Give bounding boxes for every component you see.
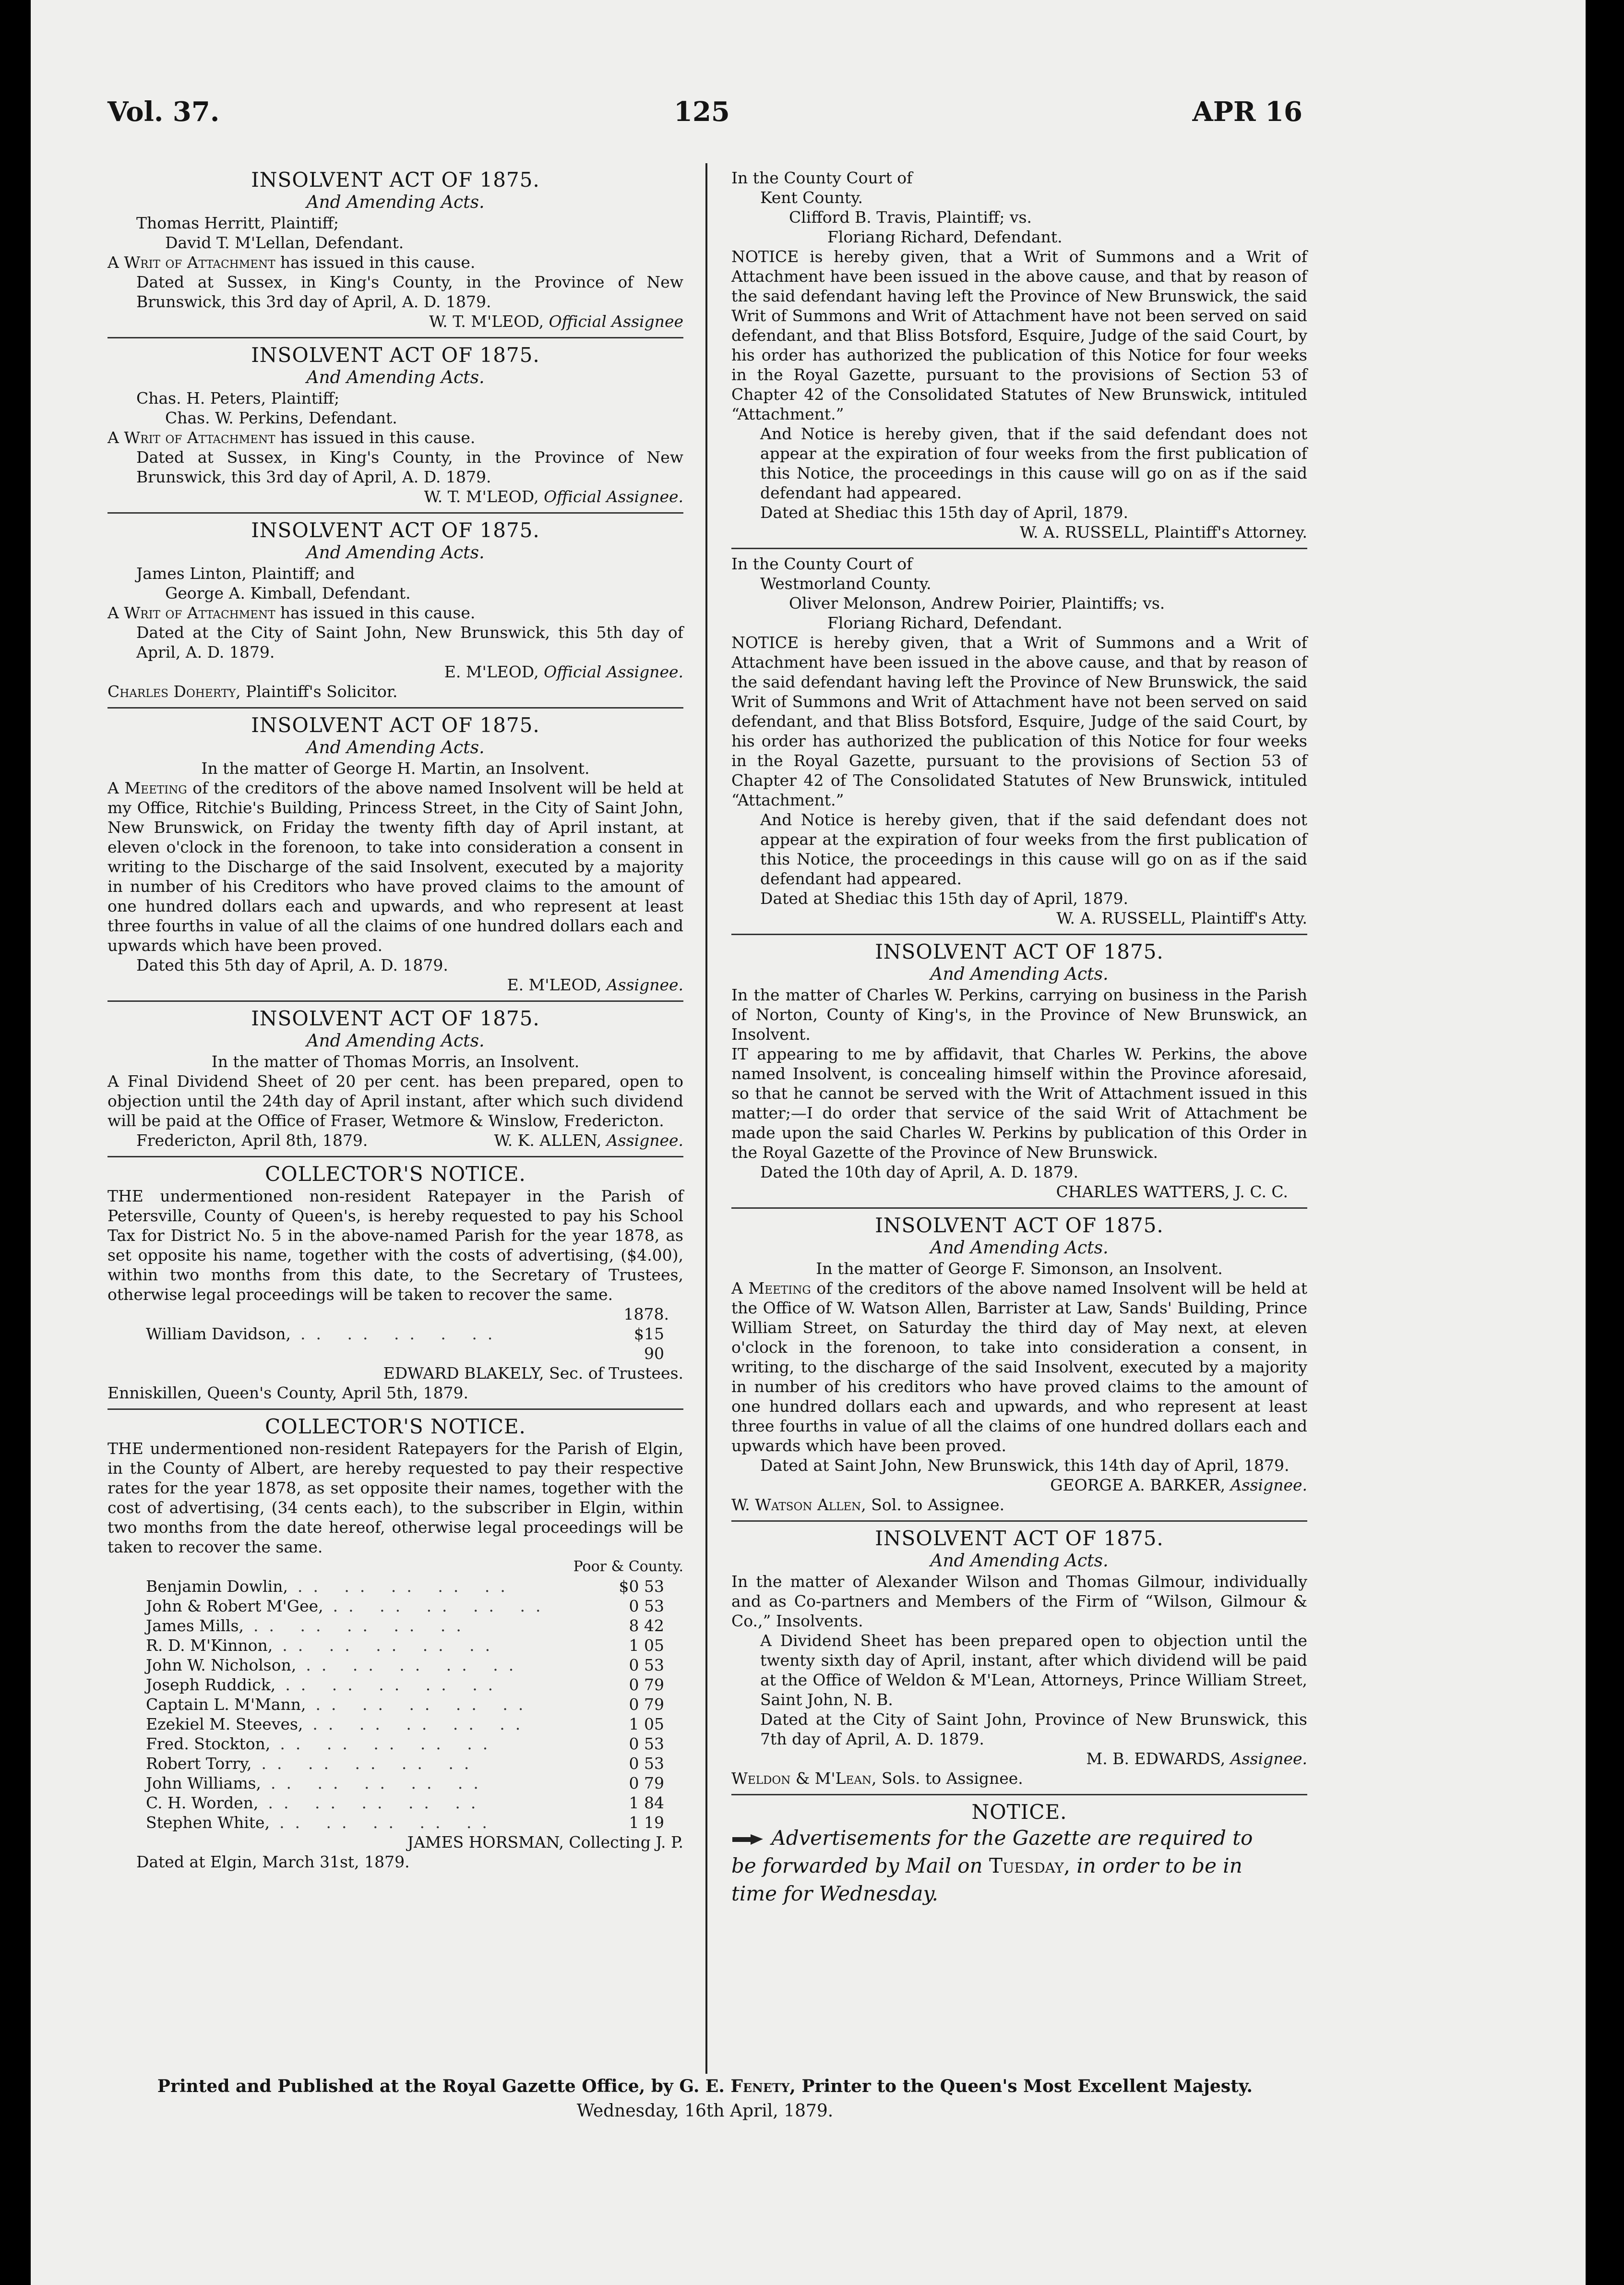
notice-body: A Final Dividend Sheet of 20 per cent. has been prepared, open to objection until the 24th day of April instant, after which such dividend will be paid at the Office of Fraser, Wetmore & Winslow, Fredericton. (107, 1072, 683, 1130)
amount: 0 53 (629, 1597, 664, 1615)
page-header (107, 86, 1302, 144)
notice-body: NOTICE is hereby given, that a Writ of Summons and a Writ of Attachment have been issued in the above cause, and that by reason of the said defendant having left the Province of New Brunswick, the said Writ of Summons and Writ of Attachment have not been served on said defendant, and that Bliss Botsford, Esquire, Judge of the said Court, by his order has authorized the publication of this Notice for four weeks in the Royal Gazette, pursuant to the provisions of Section 53 of Chapter 42 of the Consolidated Statutes of New Brunswick, intituled “Attachment.” (731, 247, 1307, 423)
notice-title: INSOLVENT ACT OF 1875. (875, 940, 1164, 963)
notice-herritt (107, 163, 683, 338)
notice-text-1: Advertisements for the Gazette are required to (771, 1826, 1253, 1850)
notice-body (731, 1278, 1307, 1455)
notice-body: NOTICE is hereby given, that a Writ of Summons and a Writ of Attachment have been issued in the above cause, and that by reason of the said defendant having left the Province of New Brunswick, the said Writ of Summons and Writ of Attachment have not been served on said defendant, and that Bliss Botsford, Esquire, Judge of the said Court, by his order has authorized the publication of this Notice for four weeks in the Royal Gazette, pursuant to the provisions of Section 53 of Chapter 42 of The Consolidated Statutes of New Brunswick, intituled “Attachment.” (731, 633, 1307, 809)
amount: 1 05 (629, 1636, 664, 1655)
sig-role: Assignee. (1230, 1476, 1307, 1494)
leader-dots: .. .. .. .. .. (333, 1597, 551, 1615)
solicitor-role: Plaintiff's Solicitor. (240, 682, 398, 701)
left-column (107, 163, 683, 1877)
body-text: of the creditors of the above named Insolvent will be held at my Office, Ritchie's Building, Princess Street, in the City of Saint John, New Brunswick, on Friday the twenty fifth day of April instant, at eleven o'clock in the forenoon, to take into consideration a consent in writing to the Discharge of the said Insolvent, executed by a majority in number of his Creditors who have proved claims to the amount of one hundred dollars each and upwards, and who represent at least three fourths in value of all the claims of one hundred dollars each and upwards which have been proved. (107, 779, 683, 955)
solicitor-name: Charles Doherty, (107, 682, 241, 701)
sig-name: W. K. ALLEN, (494, 1131, 602, 1150)
ratepayer-row (146, 1636, 664, 1655)
issue-date: APR 16 (1192, 96, 1302, 128)
notice-body: IT appearing to me by affidavit, that Charles W. Perkins, the above named Insolvent, is concealing himself within the Province aforesaid, so that he cannot be served with the Writ of Attachment issued in this matter;—I do order that service of the said Writ of Attachment be made upon the said Charles W. Perkins by publication of this Order in the Royal Gazette of the Province of New Brunswick. (731, 1045, 1307, 1162)
writ-sc: Writ of Attachment (124, 253, 275, 272)
solicitor-line (731, 1495, 1307, 1515)
ratepayer-row (146, 1793, 664, 1813)
ratepayer-row (146, 1695, 664, 1714)
writ-sc: Writ of Attachment (124, 428, 275, 447)
matter-line: In the matter of George H. Martin, an Insolvent. (201, 759, 590, 778)
dated-line: Dated at Sussex, in King's County, in the Province of New Brunswick, this 3rd day of April, A. D. 1879. (136, 273, 683, 311)
page-content (107, 86, 1307, 2121)
court-line-2: Westmorland County. (760, 574, 931, 593)
notice-body (107, 778, 683, 955)
court-line-1: In the County Court of (731, 168, 913, 187)
ratepayer-row (146, 1675, 664, 1695)
notice-line-2 (731, 1852, 1307, 1880)
notice-subtitle: And Amending Acts. (930, 1238, 1109, 1258)
amount: 1 19 (629, 1813, 664, 1832)
dated-line: Enniskillen, Queen's County, April 5th, 1879. (107, 1383, 469, 1402)
ratepayer-row (146, 1714, 664, 1734)
notice-peters (107, 338, 683, 514)
signature (731, 1475, 1307, 1495)
dated-signature-row (107, 1130, 683, 1150)
leader-dots: .. .. .. .. .. (268, 1793, 487, 1812)
dated-line: Dated at Elgin, March 31st, 1879. (136, 1852, 410, 1871)
sig-name: E. M'LEOD, (507, 975, 602, 994)
sig-role: Official Assignee (549, 312, 683, 331)
collector-notice-petersville (107, 1157, 683, 1410)
leader-dots: .. .. .. .. .. (315, 1695, 534, 1714)
writ-line (107, 603, 683, 623)
parties-line-2: Floriang Richard, Defendant. (827, 613, 1063, 632)
notice-title: INSOLVENT ACT OF 1875. (251, 343, 540, 367)
ratepayer-name: Captain L. M'Mann, (146, 1695, 306, 1714)
solicitor-line (731, 1768, 1307, 1788)
publication-date: Wednesday, 16th April, 1879. (576, 2101, 834, 2121)
ratepayer-name: John & Robert M'Gee, (146, 1597, 323, 1615)
ratepayer-name: Benjamin Dowlin, (146, 1577, 288, 1596)
dated-line: Dated at Saint John, New Brunswick, this 14th day of April, 1879. (760, 1456, 1290, 1475)
signature: W. A. RUSSELL, Plaintiff's Atty. (1056, 909, 1307, 927)
notice-title: COLLECTOR'S NOTICE. (265, 1162, 526, 1186)
amount: 0 53 (629, 1754, 664, 1773)
dated-line: Fredericton, April 8th, 1879. (136, 1131, 368, 1150)
court-line-1: In the County Court of (731, 554, 913, 573)
matter-line: In the matter of George F. Simonson, an Insolvent. (816, 1259, 1223, 1278)
signature (494, 1130, 683, 1150)
signature (731, 1749, 1307, 1768)
dated-line: Dated this 5th day of April, A. D. 1879. (136, 956, 448, 974)
sig-name: E. M'LEOD, (444, 662, 539, 681)
notice-title: COLLECTOR'S NOTICE. (265, 1415, 526, 1438)
ratepayer-row (146, 1324, 664, 1363)
ratepayer-row (146, 1813, 664, 1832)
ratepayer-name: John Williams, (146, 1774, 262, 1792)
amount: $15 90 (634, 1324, 664, 1363)
writ-a: A (107, 603, 124, 622)
gazette-notice (731, 1795, 1307, 1913)
notice-title: INSOLVENT ACT OF 1875. (251, 1007, 540, 1030)
writ-a: A (107, 428, 124, 447)
ratepayer-table (107, 1576, 683, 1832)
court-notice-westmorland (731, 549, 1307, 935)
body-lead: A Meeting (107, 779, 187, 797)
notice-subtitle: And Amending Acts. (306, 1031, 485, 1051)
notice-line-1 (731, 1824, 1307, 1852)
leader-dots: .. .. .. .. .. (261, 1754, 480, 1773)
matter-line: In the matter of Alexander Wilson and Thomas Gilmour, individually and as Co-partners and Members of the Firm of “Wilson, Gilmour & Co.,” Insolvents. (731, 1572, 1307, 1630)
notice-subtitle: And Amending Acts. (930, 1551, 1109, 1571)
body-lead: A Meeting (731, 1279, 811, 1298)
writ-b: has issued in this cause. (275, 253, 476, 272)
signature (107, 487, 683, 506)
sig-name: GEORGE A. BARKER, (1050, 1476, 1226, 1494)
notice-martin (107, 709, 683, 1002)
solicitor-role: Sol. to Assignee. (866, 1495, 1005, 1514)
amount: 0 53 (629, 1734, 664, 1753)
amount: 1 05 (629, 1715, 664, 1733)
printer-line (107, 2074, 1302, 2099)
ratepayer-name: Robert Torry, (146, 1754, 252, 1773)
signature: JAMES HORSMAN, Collecting J. P. (407, 1833, 683, 1852)
notice-line-3: time for Wednesday. (731, 1882, 938, 1905)
ratepayer-name: John W. Nicholson, (146, 1656, 297, 1674)
notice-text-2a: be forwarded by Mail on (731, 1854, 989, 1877)
amount: 0 79 (629, 1675, 664, 1694)
amount: 0 79 (629, 1695, 664, 1714)
notice-body: A Dividend Sheet has been prepared open to objection until the twenty sixth day of April, instant, after which dividend will be paid at the Office of Weldon & M'Lean, Attorneys, Prince William Street, Saint John, N. B. (760, 1631, 1307, 1709)
plaintiff: Chas. H. Peters, Plaintiff; (136, 389, 340, 408)
court-notice-kent (731, 163, 1307, 549)
notice-subtitle: And Amending Acts. (306, 738, 485, 758)
writ-b: has issued in this cause. (275, 428, 476, 447)
signature (107, 975, 683, 995)
ratepayer-row (146, 1754, 664, 1773)
leader-dots: .. .. .. .. .. (312, 1715, 531, 1733)
signature: W. A. RUSSELL, Plaintiff's Attorney. (1019, 523, 1307, 541)
right-column (731, 163, 1307, 1913)
sig-role: Assignee. (606, 1131, 683, 1150)
sig-role: Assignee. (606, 975, 683, 994)
column-heading: Poor & County. (573, 1558, 683, 1575)
notice-subtitle: And Amending Acts. (306, 368, 485, 387)
parties-line-1: Clifford B. Travis, Plaintiff; vs. (789, 208, 1032, 227)
notice-subtitle: And Amending Acts. (930, 964, 1109, 984)
columns (107, 163, 1307, 2074)
leader-dots: .. .. .. . .. (300, 1324, 503, 1343)
leader-dots: .. .. .. .. .. (280, 1734, 499, 1753)
year-heading: 1878. (623, 1305, 669, 1323)
ratepayer-row (146, 1596, 664, 1616)
amount: 8 42 (629, 1616, 664, 1635)
defendant: Chas. W. Perkins, Defendant. (165, 409, 397, 427)
signature (107, 662, 683, 682)
pointing-hand-icon (731, 1832, 765, 1847)
defendant: George A. Kimball, Defendant. (165, 584, 411, 602)
column-divider (705, 163, 707, 2074)
ratepayer-name: James Mills, (146, 1616, 244, 1635)
signature: CHARLES WATTERS, J. C. C. (1056, 1182, 1288, 1201)
parties-line-2: Floriang Richard, Defendant. (827, 228, 1063, 246)
solicitor-name: W. Watson Allen, (731, 1495, 866, 1514)
ratepayer-name: Stephen White, (146, 1813, 270, 1832)
amount: 0 79 (629, 1774, 664, 1792)
plaintiff: James Linton, Plaintiff; and (136, 564, 355, 583)
leader-dots: .. .. .. .. .. (253, 1616, 472, 1635)
ratepayer-row (146, 1655, 664, 1675)
ratepayer-row (146, 1616, 664, 1636)
writ-a: A (107, 253, 124, 272)
matter-line: In the matter of Charles W. Perkins, carrying on business in the Parish of Norton, County of King's, in the Province of New Brunswick, an Insolvent. (731, 986, 1307, 1044)
notice-subtitle: And Amending Acts. (306, 192, 485, 212)
ratepayer-name: Fred. Stockton, (146, 1734, 271, 1753)
amount: 1 84 (629, 1793, 664, 1812)
sig-role: Official Assignee. (544, 487, 683, 506)
solicitor-line (107, 682, 683, 701)
body-text: of the creditors of the above named Insolvent will be held at the Office of W. Watson Allen, Barrister at Law, Sands' Building, Prince William Street, on Saturday the third day of May next, at eleven o'clock in the forenoon, to take into consideration a consent, in writing, to the discharge of the said Insolvent, executed by a majority in number of his creditors who have proved claims to the amount of one hundred dollars each and upwards, and who represent at least three fourths in value of all the claims of one hundred dollars each and upwards which have been proved. (731, 1279, 1307, 1455)
writ-line (107, 253, 683, 272)
writ-b: has issued in this cause. (275, 603, 476, 622)
dated-line: Dated at the City of Saint John, Province of New Brunswick, this 7th day of April, A. D. 1879. (760, 1710, 1307, 1748)
notice-title: INSOLVENT ACT OF 1875. (875, 1527, 1164, 1550)
sig-name: M. B. EDWARDS, (1086, 1749, 1226, 1768)
leader-dots: .. .. .. .. .. (271, 1774, 489, 1792)
amount: 0 53 (629, 1656, 664, 1674)
plaintiff: Thomas Herritt, Plaintiff; (136, 214, 339, 232)
notice-title: INSOLVENT ACT OF 1875. (251, 713, 540, 737)
dated-line: Dated at Shediac this 15th day of April, 1879. (760, 889, 1128, 908)
notice-title: NOTICE. (971, 1800, 1067, 1824)
solicitor-role: Sols. to Assignee. (876, 1769, 1023, 1788)
signature: EDWARD BLAKELY, Sec. of Trustees. (383, 1364, 683, 1383)
notice-title: INSOLVENT ACT OF 1875. (875, 1214, 1164, 1237)
sig-role: Official Assignee. (544, 662, 683, 681)
ratepayer-name: R. D. M'Kinnon, (146, 1636, 273, 1655)
notice-perkins (731, 935, 1307, 1209)
amount: $0 53 (619, 1577, 664, 1596)
ratepayer-row (146, 1734, 664, 1754)
notice-body-2: And Notice is hereby given, that if the said defendant does not appear at the expiration of four weeks from the first publication of this Notice, the proceedings in this cause will go on as if the said defendant had appeared. (760, 424, 1307, 502)
dated-line: Dated the 10th day of April, A. D. 1879. (760, 1163, 1078, 1181)
leader-dots: .. .. .. .. .. (279, 1813, 498, 1832)
gazette-page (31, 0, 1586, 2285)
dated-line: Dated at Sussex, in King's County, in the Province of New Brunswick, this 3rd day of April, A. D. 1879. (136, 448, 683, 486)
notice-title: INSOLVENT ACT OF 1875. (251, 168, 540, 192)
volume-number: Vol. 37. (107, 96, 220, 128)
printer-name: Fenety, (730, 2076, 796, 2096)
ratepayer-name: Ezekiel M. Steeves, (146, 1715, 303, 1733)
dated-line: Dated at Shediac this 15th day of April, 1879. (760, 503, 1128, 522)
collector-notice-elgin (107, 1410, 683, 1877)
notice-simonson (731, 1209, 1307, 1522)
notice-linton (107, 514, 683, 709)
printer-text-b: Printer to the Queen's Most Excellent Majesty. (795, 2076, 1253, 2096)
sig-role: Assignee. (1230, 1749, 1307, 1768)
writ-line (107, 428, 683, 447)
notice-subtitle: And Amending Acts. (306, 543, 485, 563)
notice-morris (107, 1002, 683, 1157)
notice-body-2: And Notice is hereby given, that if the said defendant does not appear at the expiration of four weeks from the first publication of this Notice, the proceedings in this cause will go on as if the said defendant had appeared. (760, 810, 1307, 888)
ratepayer-row (146, 1773, 664, 1793)
notice-text-2b: Tuesday, (989, 1854, 1070, 1877)
page-number: 125 (674, 96, 730, 128)
ratepayer-name: William Davidson, (146, 1324, 291, 1343)
defendant: David T. M'Lellan, Defendant. (165, 233, 404, 252)
page-footer (107, 2074, 1302, 2124)
notice-title: INSOLVENT ACT OF 1875. (251, 518, 540, 542)
signature (107, 312, 683, 331)
notice-body: THE undermentioned non-resident Ratepayer in the Parish of Petersville, County of Queen's, is hereby requested to pay his School Tax for District No. 5 in the above-named Parish for the year 1878, as set opposite his name, together with the costs of advertising, ($4.00), within two months from this date, to the Secretary of Trustees, otherwise legal proceedings will be taken to recover the same. (107, 1187, 683, 1304)
solicitor-name: Weldon & M'Lean, (731, 1769, 877, 1788)
ratepayer-name: C. H. Worden, (146, 1793, 259, 1812)
notice-wilson-gilmour (731, 1522, 1307, 1795)
parties-line-1: Oliver Melonson, Andrew Poirier, Plaintiffs; vs. (789, 594, 1165, 613)
leader-dots: .. .. .. .. .. (285, 1675, 504, 1694)
ratepayer-row (146, 1576, 664, 1596)
sig-name: W. T. M'LEOD, (424, 487, 539, 506)
court-line-2: Kent County. (760, 188, 863, 207)
leader-dots: .. .. .. .. .. (282, 1636, 501, 1655)
sig-name: W. T. M'LEOD, (429, 312, 544, 331)
matter-line: In the matter of Thomas Morris, an Insolvent. (211, 1052, 580, 1071)
notice-body: THE undermentioned non-resident Ratepayers for the Parish of Elgin, in the County of Albert, are hereby requested to pay their respective rates for the year 1878, as set opposite their names, together with the cost of advertising, (34 cents each), to the subscriber in Elgin, within two months from the date hereof, otherwise legal proceedings will be taken to recover the same. (107, 1439, 683, 1556)
leader-dots: .. .. .. .. .. (306, 1656, 525, 1674)
writ-sc: Writ of Attachment (124, 603, 275, 622)
dated-line: Dated at the City of Saint John, New Brunswick, this 5th day of April, A. D. 1879. (136, 623, 683, 661)
leader-dots: .. .. .. .. .. (297, 1577, 516, 1596)
notice-text-2c: in order to be in (1070, 1854, 1242, 1877)
printer-text-a: Printed and Published at the Royal Gazette Office, by G. E. (157, 2076, 731, 2096)
ratepayer-name: Joseph Ruddick, (146, 1675, 276, 1694)
